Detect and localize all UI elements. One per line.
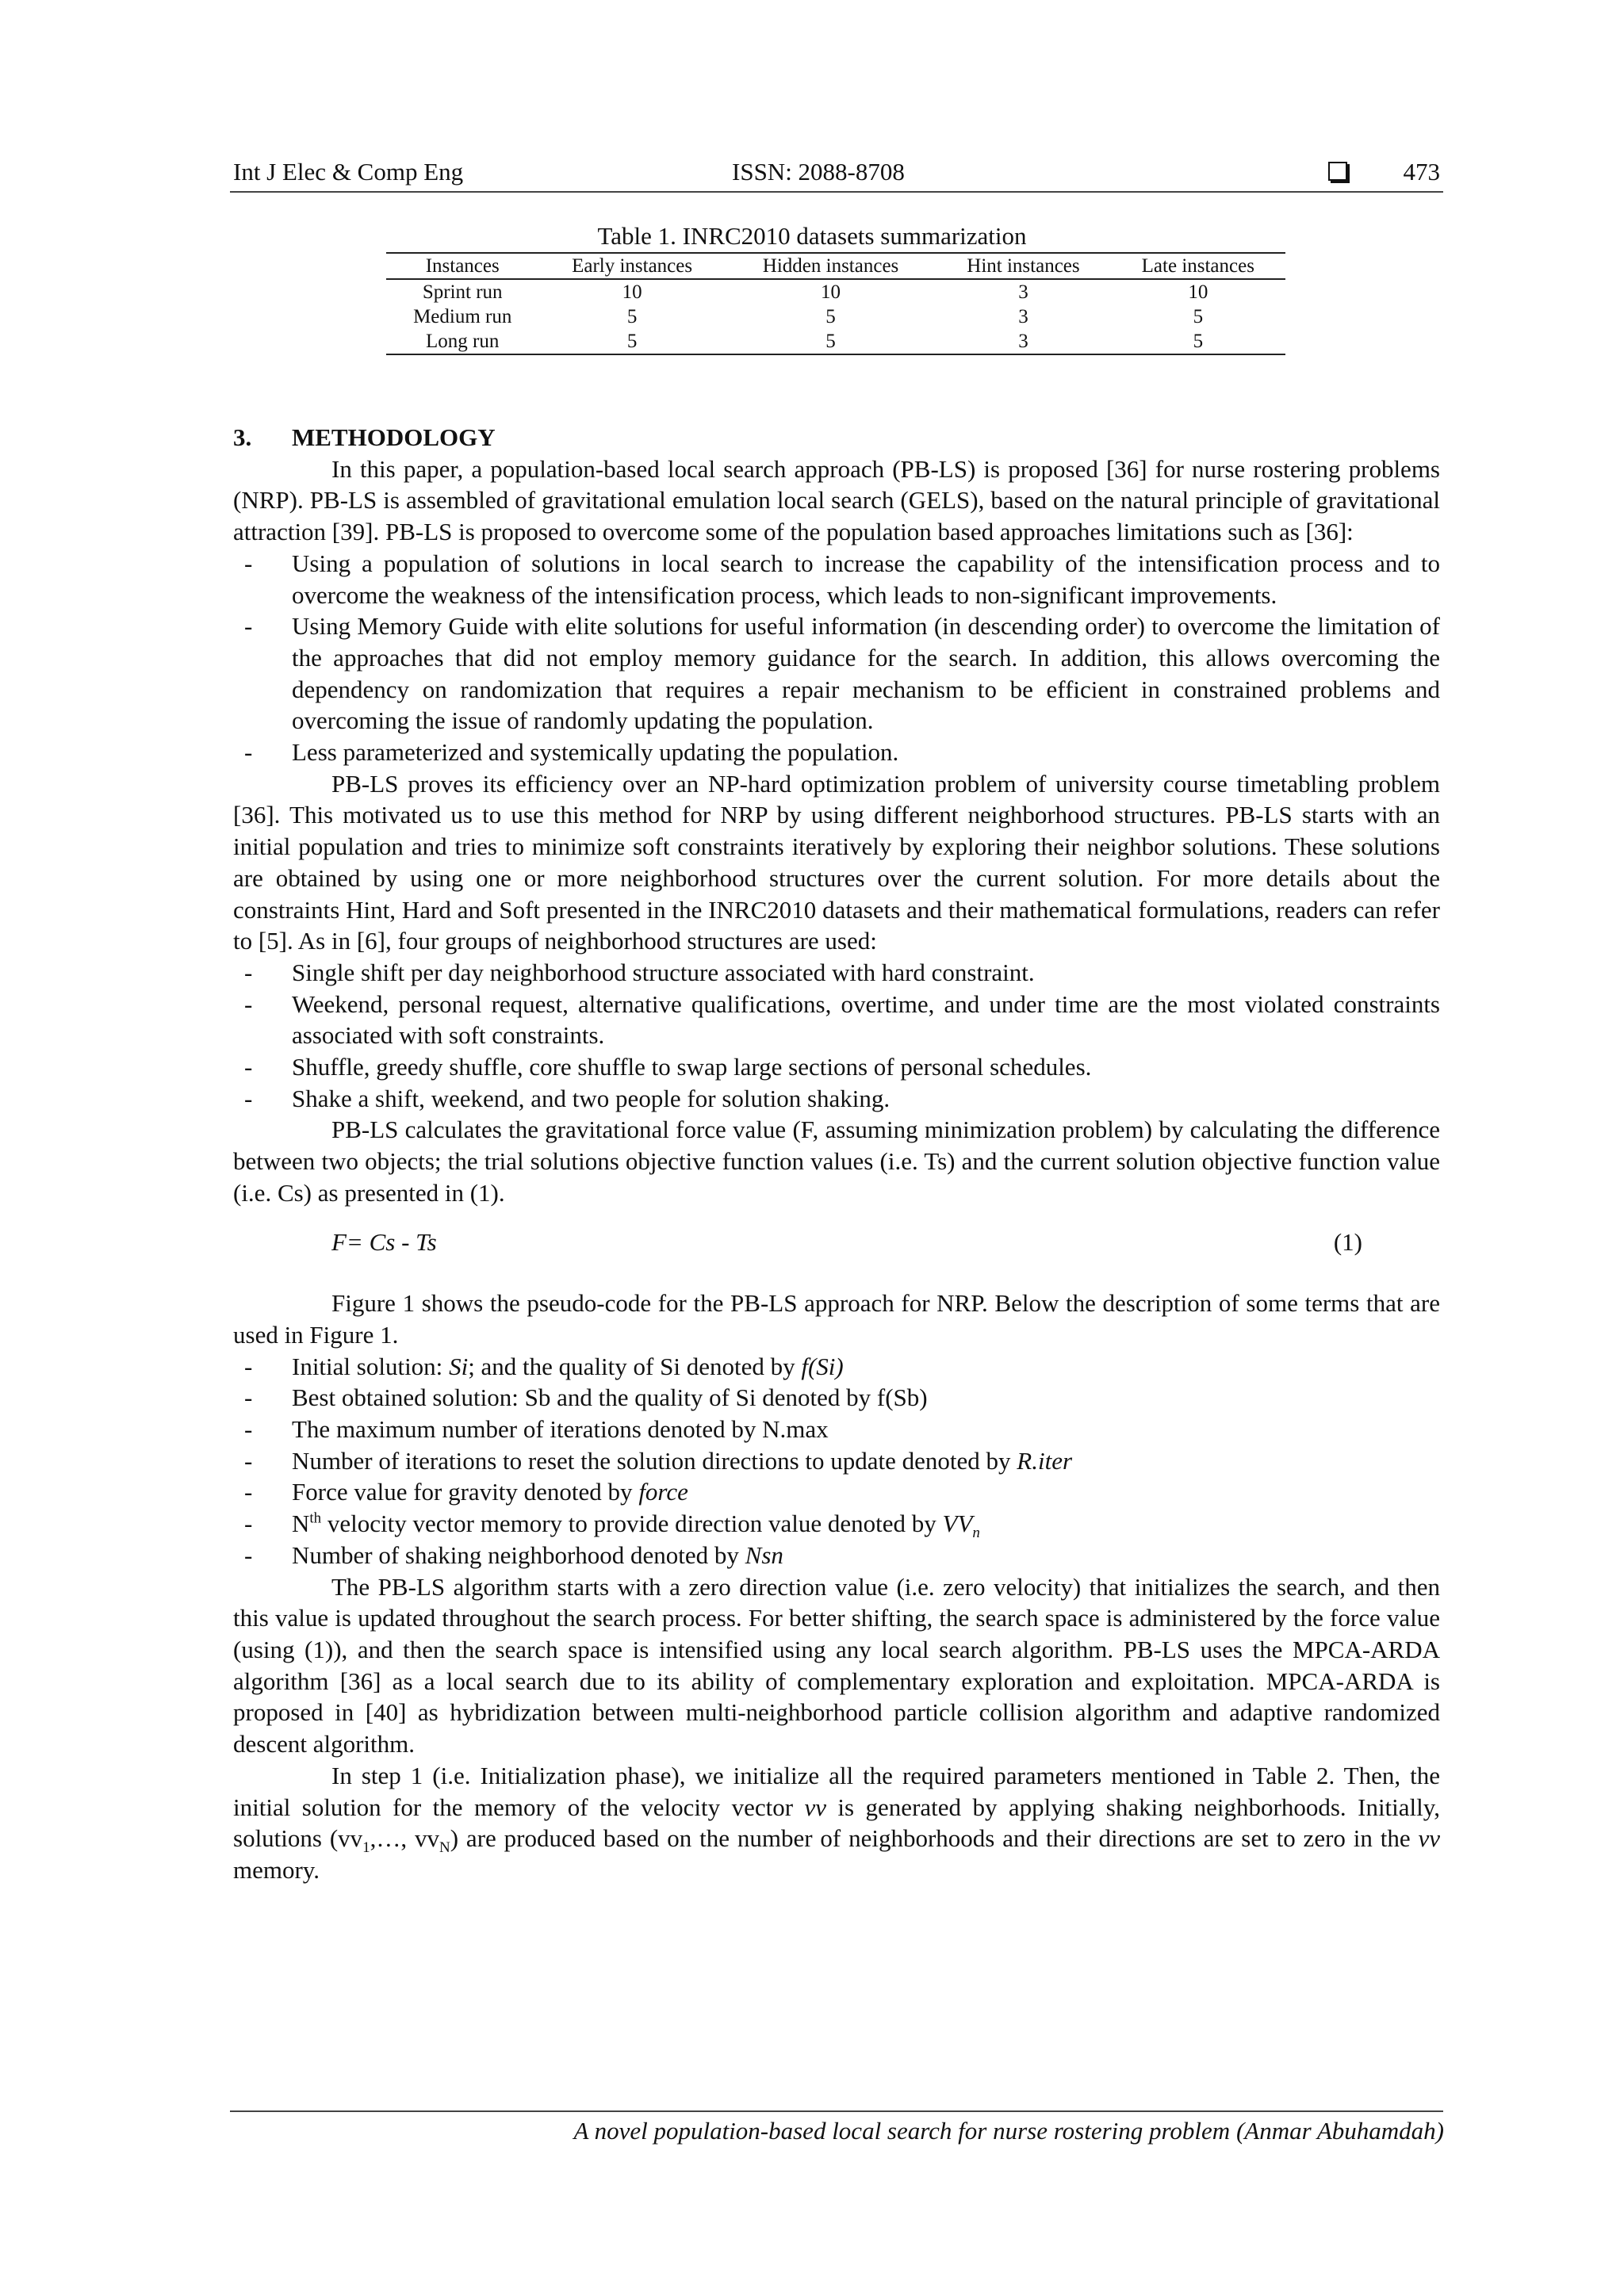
term: R.iter bbox=[1017, 1446, 1073, 1475]
paragraph: PB-LS calculates the gravitational force value (F, assuming minimization problem) by calculating the difference between two objects; the trial solutions objective function values (i.e. Ts) and the current solution objective function value (i.e. Cs) as presented in (1). bbox=[233, 1115, 1440, 1207]
term: f(Si) bbox=[801, 1352, 844, 1380]
section-title: METHODOLOGY bbox=[292, 423, 496, 451]
term: force bbox=[638, 1478, 688, 1506]
table-cell: 5 bbox=[538, 329, 725, 354]
table-row bbox=[386, 329, 1285, 354]
subscript: N bbox=[439, 1839, 450, 1857]
list-item: - Weekend, personal request, alternative qualifications, overtime, and under time are the most violated constraints associated with soft constraints. bbox=[244, 989, 1440, 1050]
list-item-text: Number of iterations to reset the solution directions to update denoted by bbox=[292, 1446, 1017, 1475]
datasets-table bbox=[386, 252, 1285, 355]
paragraph bbox=[233, 1760, 1440, 1886]
list-item: - Using Memory Guide with elite solutions for useful information (in descending order) to overcome the limitation of the approaches that did not employ memory guidance for the search. In addition, this allows overcoming the dependency on randomization that requires a repair mechanism to be efficient in constrained problems and overcoming the issue of randomly updating the population. bbox=[244, 612, 1440, 735]
journal-name: Int J Elec & Comp Eng bbox=[233, 158, 464, 186]
list-item: - Initial solution: Si; and the quality of Si denoted by f(Si) bbox=[244, 1352, 844, 1380]
paragraph: PB-LS proves its efficiency over an NP-hard optimization problem of university course timetabling problem [36]. This motivated us to use this method for NRP by using different neighborhood structures. PB-LS starts with an initial population and tries to minimize soft constraints iteratively by exploring their neighbor solutions. These solutions are obtained by using one or more neighborhood structures over the current solution. For more details about the constraints Hint, Hard and Soft presented in the INRC2010 datasets and their mathematical formulations, readers can refer to [5]. As in [6], four groups of neighborhood structures are used: bbox=[233, 769, 1440, 955]
issn: ISSN: 2088-8708 bbox=[732, 158, 905, 186]
table-cell: 10 bbox=[622, 281, 642, 303]
table-cell: 5 bbox=[1111, 329, 1285, 354]
list-item-text: Initial solution: bbox=[292, 1352, 450, 1380]
list-item-text: velocity vector memory to provide direction value denoted by bbox=[321, 1510, 943, 1538]
equation bbox=[233, 1226, 1440, 1258]
table-caption: Table 1. INRC2010 datasets summarization bbox=[597, 222, 1027, 250]
table-row bbox=[386, 304, 1285, 329]
list-item: - Shake a shift, weekend, and two people for solution shaking. bbox=[244, 1084, 891, 1112]
list-item-text: The maximum number of iterations denoted by N.max bbox=[292, 1415, 829, 1444]
table-cell: 5 bbox=[1193, 306, 1204, 327]
table-cell: Long run bbox=[386, 329, 538, 354]
paragraph-text: ,…, vv bbox=[370, 1824, 440, 1853]
table-cell: 5 bbox=[825, 306, 836, 327]
limitations-list bbox=[233, 548, 1440, 768]
list-item: - Shuffle, greedy shuffle, core shuffle to swap large sections of personal schedules. bbox=[244, 1053, 1092, 1081]
list-item: - Best obtained solution: Sb and the quality of Si denoted by f(Sb) bbox=[244, 1383, 928, 1412]
equation-expression: F= Cs - Ts bbox=[331, 1227, 437, 1256]
body-text bbox=[233, 422, 1440, 1886]
table-cell: 3 bbox=[1018, 281, 1028, 303]
column-header: Late instances bbox=[1111, 253, 1285, 279]
paragraph-text: is generated by applying shaking neighborhoods. Initially, solutions (vv bbox=[233, 1793, 1440, 1853]
list-item: - The maximum number of iterations denoted by N.max bbox=[244, 1415, 829, 1444]
running-footer: A novel population-based local search for nurse rostering problem (Anmar Abuhamdah) bbox=[573, 2117, 1444, 2145]
paragraph-text: ) are produced based on the number of neighborhoods and their directions are set to zero in the bbox=[450, 1824, 1419, 1853]
section-heading bbox=[233, 422, 1440, 453]
table-header-row bbox=[386, 253, 1285, 279]
table-cell: Sprint run bbox=[422, 281, 503, 303]
terms-list bbox=[233, 1351, 1440, 1571]
table-cell: 5 bbox=[726, 329, 936, 354]
term: Nsn bbox=[745, 1540, 783, 1569]
list-item-text: Number of shaking neighborhood denoted by bbox=[292, 1540, 745, 1569]
footer-rule bbox=[230, 2110, 1443, 2112]
paragraph: Figure 1 shows the pseudo-code for the PB-LS approach for NRP. Below the description of some terms that are used in Figure 1. bbox=[233, 1289, 1440, 1349]
subscript: n bbox=[972, 1525, 980, 1542]
table-cell: 5 bbox=[626, 306, 638, 327]
list-item: - $N^{th}$ velocity vector memory to provide direction value denoted by $VV_n$ bbox=[244, 1510, 980, 1542]
running-header bbox=[230, 153, 1443, 193]
column-header: Instances bbox=[386, 253, 538, 279]
list-item-text: N bbox=[292, 1510, 310, 1538]
section-number: 3. bbox=[233, 423, 252, 451]
column-header: Hidden instances bbox=[726, 253, 936, 279]
table-cell: 3 bbox=[936, 329, 1110, 354]
paragraph: In this paper, a population-based local search approach (PB-LS) is proposed [36] for nurse rostering problems (NRP). PB-LS is assembled of gravitational emulation local search (GELS), based on the natural principle of gravitational attraction [39]. PB-LS is proposed to overcome some of the population based approaches limitations such as [36]: bbox=[233, 454, 1440, 546]
paragraph-text: memory. bbox=[233, 1855, 320, 1884]
subscript: 1 bbox=[362, 1839, 370, 1857]
table-row bbox=[386, 279, 1285, 304]
list-item-text: Force value for gravity denoted by bbox=[292, 1478, 639, 1506]
term: VV bbox=[942, 1510, 973, 1538]
list-item-text: Weekend, personal request, alternative qualifications, overtime, and under time are the most violated constraints associated with soft constraints. bbox=[292, 989, 1440, 1050]
list-item: - Number of iterations to reset the solution directions to update denoted by R.iter bbox=[244, 1446, 1073, 1475]
list-item-text: ; and the quality of Si denoted by bbox=[468, 1352, 802, 1380]
list-item-text: Using a population of solutions in local search to increase the capability of the intensification process and to overcome the weakness of the intensification process, which leads to non-significant improvements. bbox=[292, 549, 1440, 609]
list-item-text: Shuffle, greedy shuffle, core shuffle to swap large sections of personal schedules. bbox=[292, 1053, 1092, 1081]
paragraph: The PB-LS algorithm starts with a zero direction value (i.e. zero velocity) that initializes the search, and then this value is updated throughout the search process. For better shifting, the search space is administered by the force value (using (1)), and then the search space is intensified using any local search algorithm. PB-LS uses the MPCA-ARDA algorithm [36] as a local search due to its ability of complementary exploration and exploitation. MPCA-ARDA is proposed in [40] as hybridization between multi-neighborhood particle collision algorithm and adaptive randomized descent algorithm. bbox=[233, 1572, 1440, 1758]
neighborhood-list bbox=[233, 957, 1440, 1115]
list-item-text: Shake a shift, weekend, and two people for solution shaking. bbox=[292, 1084, 891, 1112]
paragraph-text: In step 1 (i.e. Initialization phase), we initialize all the required parameters mentioned in Table 2. Then, the initial solution for the memory of the velocity vector bbox=[233, 1761, 1440, 1821]
list-item: - Number of shaking neighborhood denoted by Nsn bbox=[244, 1540, 783, 1569]
table-cell: Medium run bbox=[413, 306, 512, 327]
page-number: 473 bbox=[1403, 158, 1440, 186]
equation-number: (1) bbox=[1333, 1227, 1362, 1256]
term: vv bbox=[804, 1793, 826, 1821]
table-cell: 3 bbox=[1018, 306, 1028, 327]
list-item: - Less parameterized and systemically updating the population. bbox=[244, 738, 899, 767]
list-item: - Force value for gravity denoted by force bbox=[244, 1478, 688, 1506]
list-item: - Single shift per day neighborhood structure associated with hard constraint. bbox=[244, 958, 1035, 986]
list-item-text: Single shift per day neighborhood structure associated with hard constraint. bbox=[292, 958, 1035, 986]
list-item-text: Best obtained solution: Sb and the quality of Si denoted by f(Sb) bbox=[292, 1383, 928, 1412]
column-header: Early instances bbox=[538, 253, 725, 279]
column-header: Hint instances bbox=[936, 253, 1110, 279]
list-item: - Using a population of solutions in local search to increase the capability of the intensification process and to overcome the weakness of the intensification process, which leads to non-significant improvements. bbox=[244, 549, 1440, 609]
square-bullet-icon bbox=[1328, 162, 1347, 181]
table-cell: 10 bbox=[1188, 281, 1208, 303]
term: Si bbox=[449, 1352, 469, 1380]
table-cell: 10 bbox=[821, 281, 841, 303]
superscript: th bbox=[309, 1510, 322, 1527]
term: vv bbox=[1418, 1824, 1440, 1853]
list-item-text: Less parameterized and systemically updating the population. bbox=[292, 738, 899, 767]
list-item-text: Using Memory Guide with elite solutions for useful information (in descending order) to overcome the limitation of the approaches that did not employ memory guidance for the search. In addition, this allows overcoming the dependency on randomization that requires a repair mechanism to be efficient in constrained problems and overcoming the issue of randomly updating the population. bbox=[292, 612, 1440, 735]
